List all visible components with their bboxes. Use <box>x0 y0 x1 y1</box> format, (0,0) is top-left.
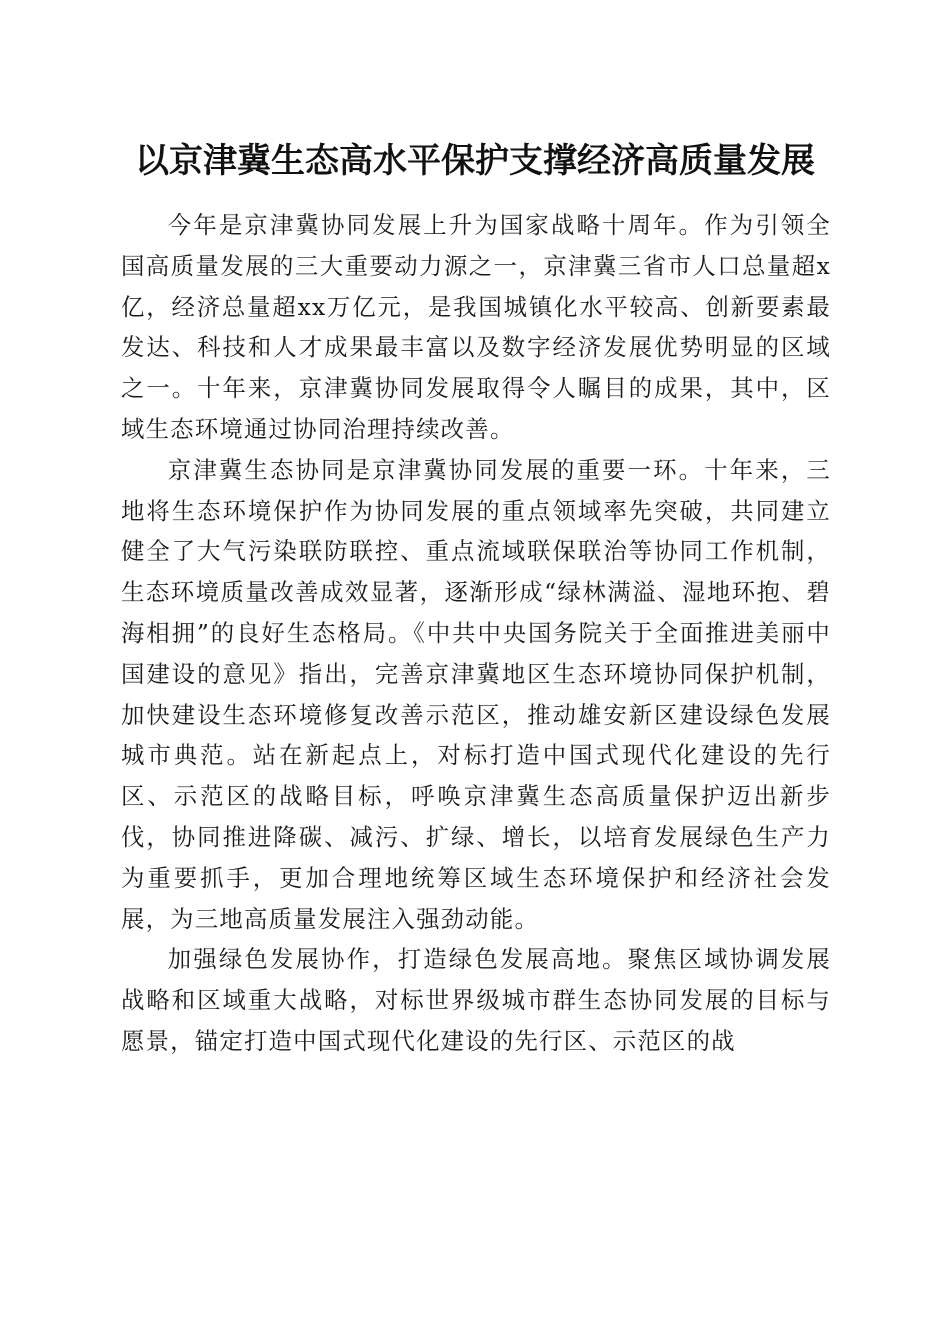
paragraph: 今年是京津冀协同发展上升为国家战略十周年。作为引领全国高质量发展的三大重要动力源之一，京津冀三省市人口总量超x亿，经济总量超xx万亿元，是我国城镇化水平较高、创新要素最发达、科技和人才成果最丰富以及数字经济发展优势明显的区域之一。十年来，京津冀协同发展取得令人瞩目的成果，其中，区域生态环境通过协同治理持续改善。 <box>121 211 831 443</box>
document-title: 以京津冀生态高水平保护支撑经济高质量发展 <box>135 141 815 181</box>
paragraph: 加强绿色发展协作，打造绿色发展高地。聚焦区域协调发展战略和区域重大战略，对标世界级城市群生态协同发展的目标与愿景，锚定打造中国式现代化建设的先行区、示范区的战 <box>121 945 831 1055</box>
document-body <box>121 205 831 1062</box>
paragraph: 京津冀生态协同是京津冀协同发展的重要一环。十年来，三地将生态环境保护作为协同发展的重点领域率先突破，共同建立健全了大气污染联防联控、重点流域联保联治等协同工作机制，生态环境质量改善成效显著，逐渐形成“绿林满溢、湿地环抱、碧海相拥”的良好生态格局。《中共中央国务院关于全面推进美丽中国建设的意见》指出，完善京津冀地区生态环境协同保护机制，加快建设生态环境修复改善示范区，推动雄安新区建设绿色发展城市典范。站在新起点上，对标打造中国式现代化建设的先行区、示范区的战略目标，呼唤京津冀生态高质量保护迈出新步伐，协同推进降碳、减污、扩绿、增长，以培育发展绿色生产力为重要抓手，更加合理地统筹区域生态环境保护和经济社会发展，为三地高质量发展注入强劲动能。 <box>121 455 831 933</box>
